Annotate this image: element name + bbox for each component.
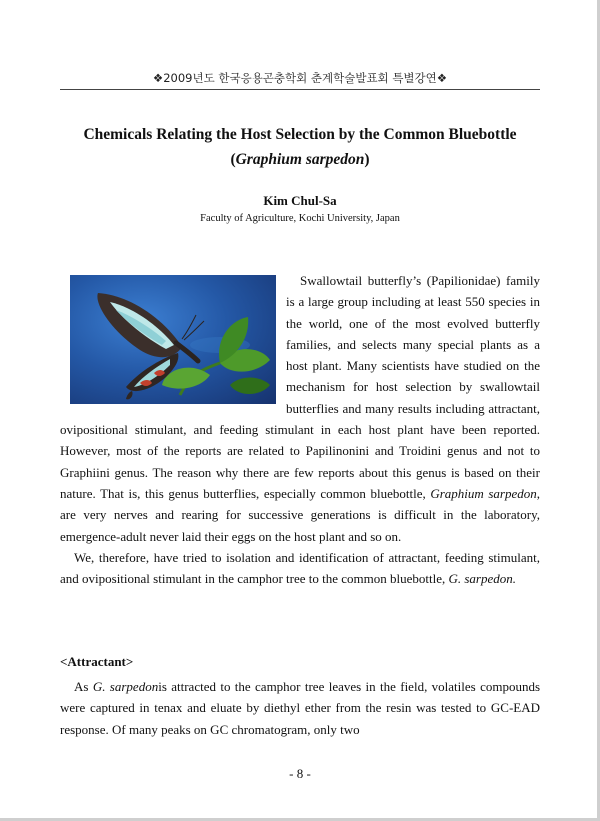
figure-wrap-spacer [60, 270, 286, 419]
running-header: ❖2009년도 한국응용곤충학회 춘계학술발표회 특별강연❖ [152, 71, 448, 85]
paragraph-1-text-b: , are very nerves and rearing for successive generations is difficult in the laboratory, emergence-adult never laid their eggs on the host plant and so on. [60, 485, 541, 544]
section-heading-attractant: <Attractant> [60, 654, 134, 669]
title-species: Graphium sarpedon [235, 151, 365, 168]
author-affiliation: Faculty of Agriculture, Kochi University, Japan [200, 213, 400, 224]
paragraph-1-species: Graphium sarpedon [430, 485, 537, 501]
paragraph-3-species: G. sarpedon [92, 679, 159, 694]
body-text-intro [60, 270, 540, 589]
paragraph-3-text-b: is attracted to the camphor tree leaves in the field, volatiles compounds were captured in tenax and eluate by diethyl ether from the resin was tested to GC-EAD response. Of many peaks on GC chromatogram, only two [60, 679, 541, 737]
title-paren-close: ) [364, 151, 370, 168]
paragraph-2-species: G. sarpedon. [448, 571, 517, 587]
title-line-1: Chemicals Relating the Host Selection by the Common Bluebottle [83, 126, 517, 143]
paper-title [60, 122, 540, 172]
paragraph-1-text-a: Swallowtail butterfly’s (Papilionidae) family is a large group including at least 550 species in the world, one of the most evolved butterfly families, and selects many special plants as a host plant. Many scientists have studied on the mechanism for host selection by swallowtail butterflies and many results including attractant, ovipositional stimulant, and feeding stimulant in each host plant have been reported. However, most of the reports are related to Papilinonini and Troidini genus and not to Graphiini genus. The reason why there are few reports about this genus is based on their nature. That is, this genus butterflies, especially common bluebottle, [60, 273, 540, 501]
title-paren-open: ( [230, 151, 236, 168]
paragraph-2 [60, 547, 540, 590]
page-number: - 8 - [289, 766, 311, 781]
paragraph-3 [60, 676, 540, 740]
header-rule [60, 89, 540, 90]
body-text-attractant [60, 676, 540, 740]
paragraph-3-text-a: As [74, 679, 93, 694]
author-name: Kim Chul-Sa [263, 193, 337, 208]
paragraph-2-text-a: We, therefore, have tried to isolation and identification of attractant, feeding stimulant, and ovipositional stimulant in the camphor tree to the common bluebottle, [60, 549, 540, 587]
